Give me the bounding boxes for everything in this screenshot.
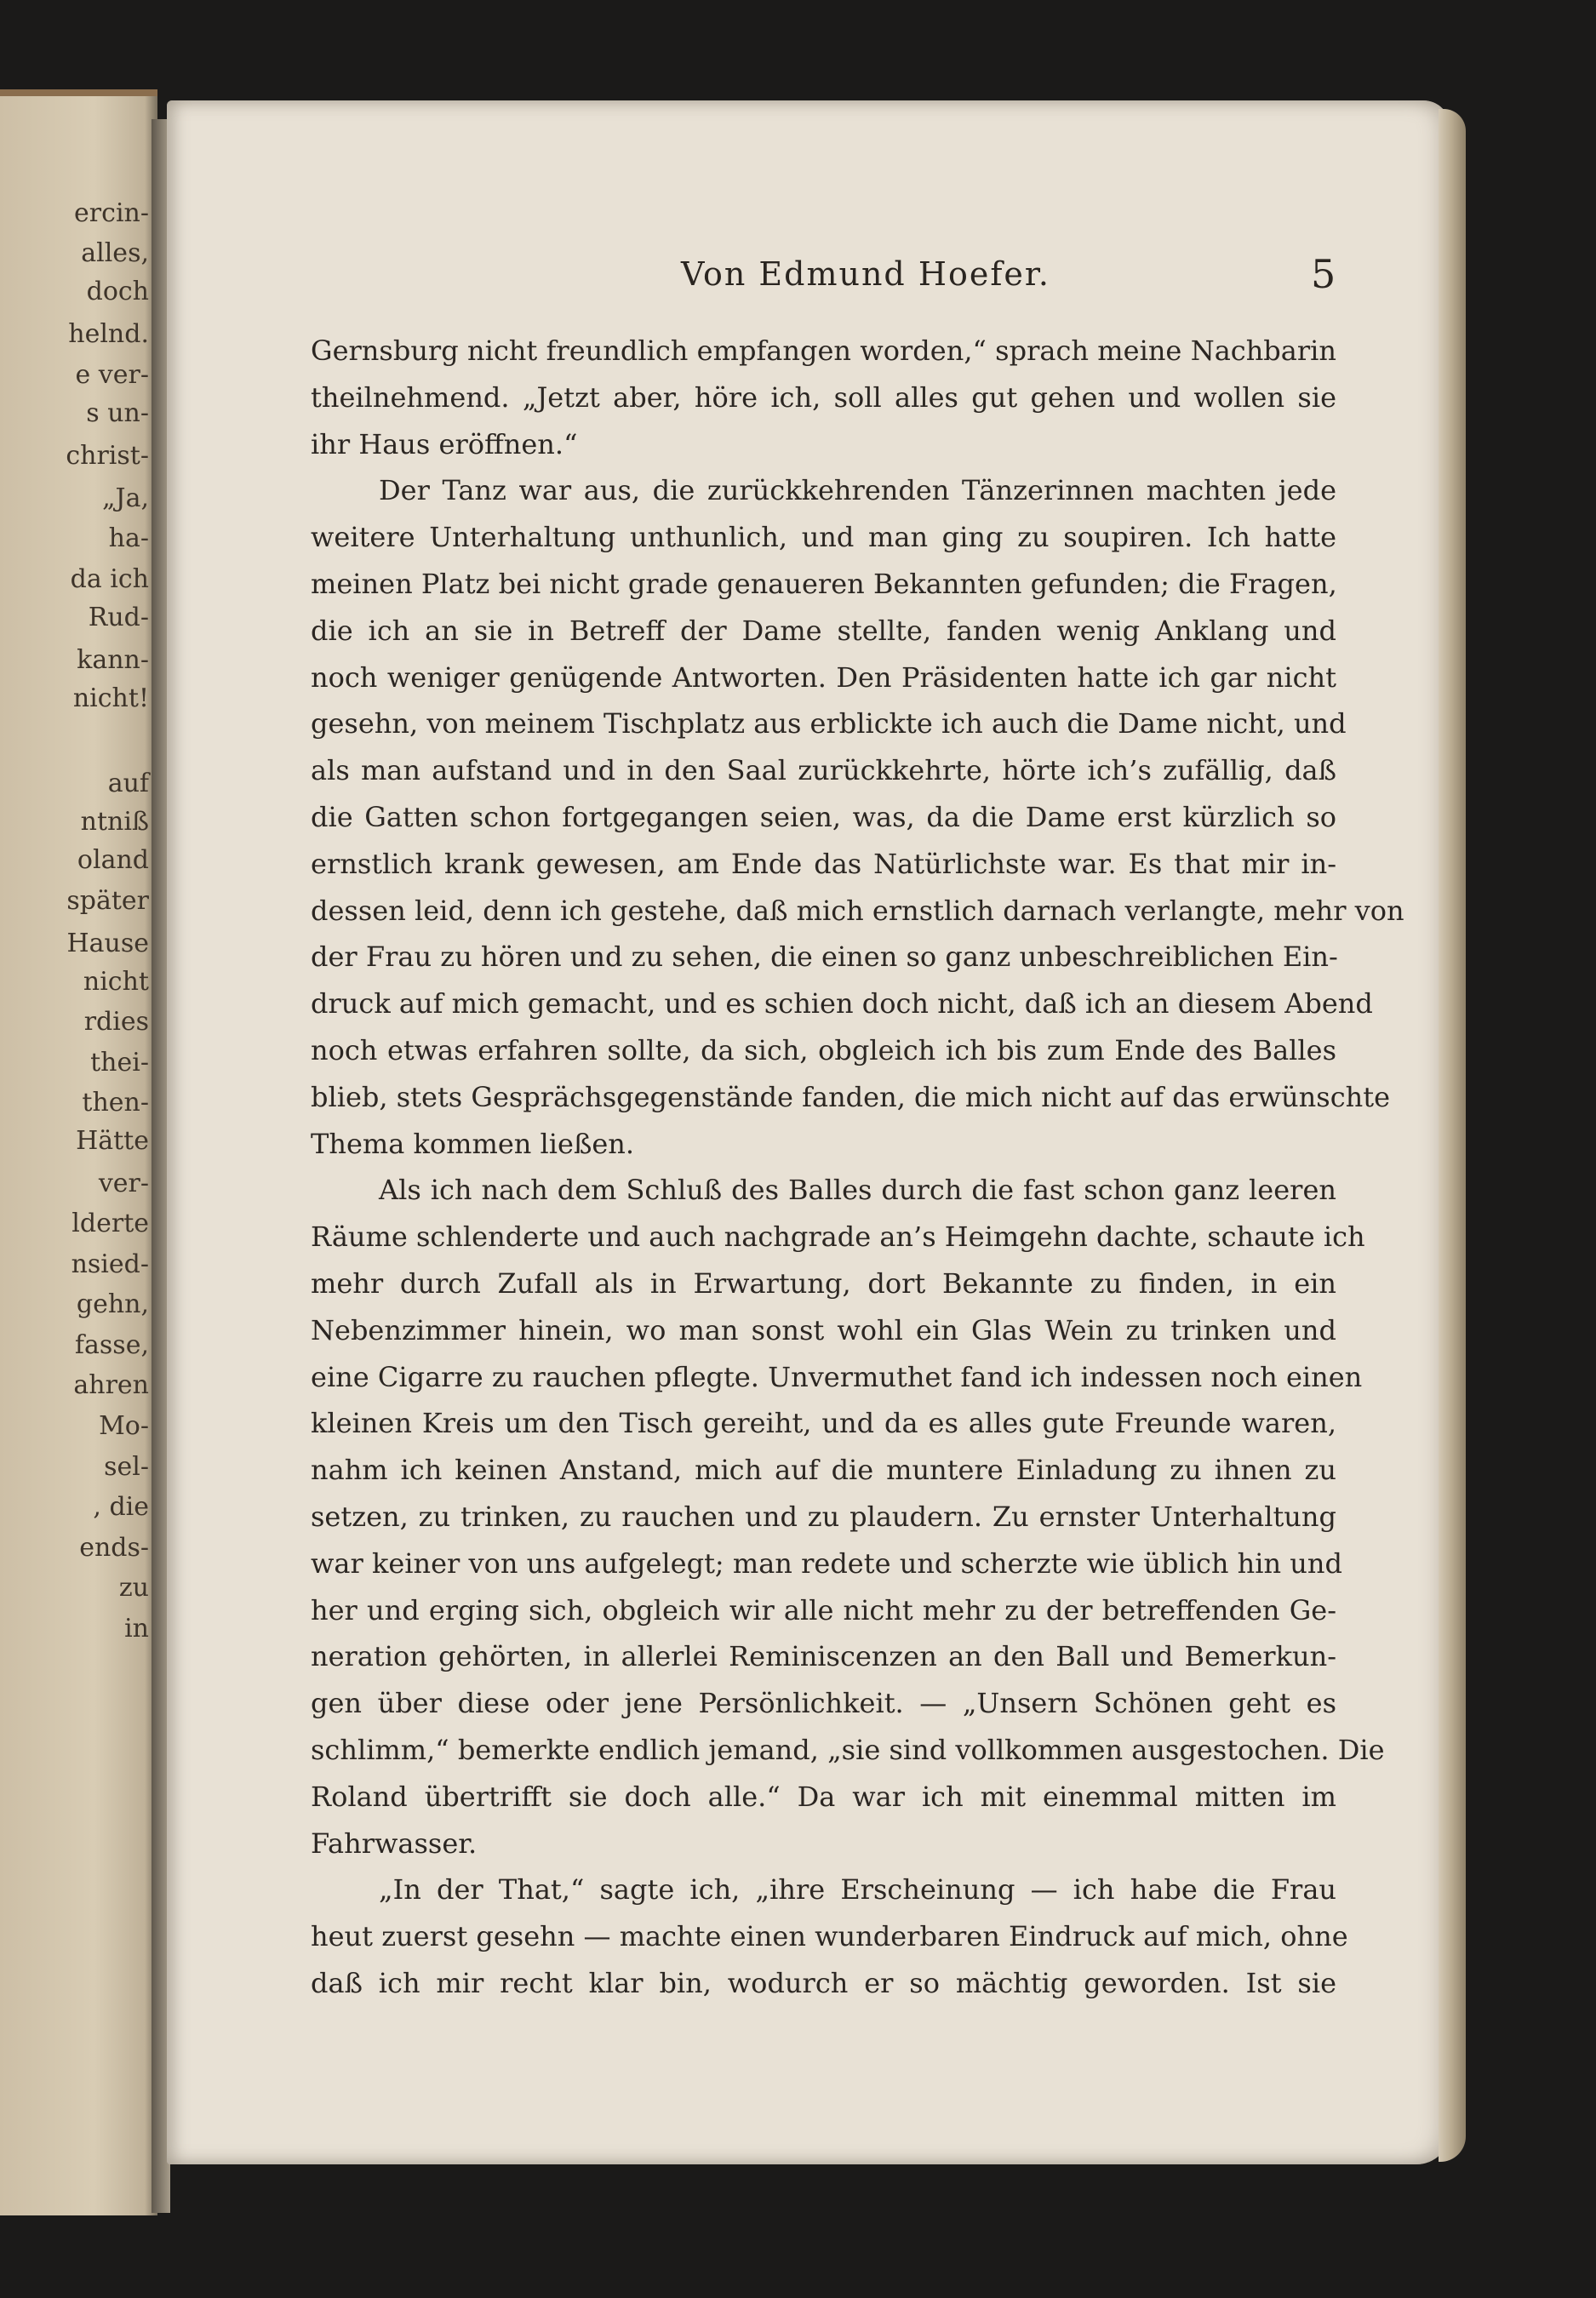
left-page-fragment: oland xyxy=(77,845,149,875)
text-line: „In der That,“ sagte ich, „ihre Erscheinung — ich habe die Frau xyxy=(379,1873,1336,1906)
running-head: Von Edmund Hoefer. xyxy=(681,255,1050,293)
text-line: schlimm,“ bemerkte endlich jemand, „sie sind vollkommen ausgestochen. Die xyxy=(311,1733,1385,1766)
left-page-fragment: in xyxy=(124,1614,149,1643)
text-line: war keiner von uns aufgelegt; man redete und scherzte wie üblich hin und xyxy=(311,1546,1342,1580)
text-line: Gernsburg nicht freundlich empfangen worden,“ sprach meine Nachbarin xyxy=(311,334,1336,367)
left-page-fragment: später xyxy=(66,886,149,916)
text-line: Der Tanz war aus, die zurückkehrenden Tänzerinnen machten jede xyxy=(379,474,1336,507)
text-line: weitere Unterhaltung unthunlich, und man ging zu soupiren. Ich hatte xyxy=(311,521,1336,554)
left-page-fragment: sel- xyxy=(104,1452,149,1482)
text-line: die Gatten schon fortgegangen seien, was, da die Dame erst kürzlich so xyxy=(311,800,1336,833)
text-line: eine Cigarre zu rauchen pflegte. Unvermuthet fand ich indessen noch einen xyxy=(311,1360,1363,1393)
left-page-fragment: e ver- xyxy=(75,360,149,390)
text-line: theilnehmend. „Jetzt aber, höre ich, soll alles gut gehen und wollen sie xyxy=(311,380,1336,414)
text-line: her und erging sich, obgleich wir alle nicht mehr zu der betreffenden Ge- xyxy=(311,1593,1336,1626)
text-line: meinen Platz bei nicht grade genaueren Bekannten gefunden; die Fragen, xyxy=(311,567,1337,600)
left-page-fragment: thei- xyxy=(90,1048,149,1078)
left-page-fragment: Hätte xyxy=(76,1126,149,1156)
left-page-fragment: ha- xyxy=(108,523,149,553)
text-line: ernstlich krank gewesen, am Ende das Natürlichste war. Es that mir in- xyxy=(311,847,1336,880)
left-page-fragment: ntniß xyxy=(80,807,149,837)
left-page-fragment: Hause xyxy=(66,929,149,958)
text-line: Thema kommen ließen. xyxy=(311,1127,635,1160)
left-page-fragment: , die xyxy=(93,1492,149,1522)
left-page-fragment: nsied- xyxy=(71,1249,149,1279)
left-page-fragment: auf xyxy=(107,769,149,798)
left-page-fragment: ver- xyxy=(98,1169,149,1198)
text-line: noch etwas erfahren sollte, da sich, obgleich ich bis zum Ende des Balles xyxy=(311,1033,1336,1066)
left-page-fragment: ercin- xyxy=(74,198,149,228)
text-line: Räume schlenderte und auch nachgrade an’s Heimgehn dachte, schaute ich xyxy=(311,1220,1365,1254)
text-line: heut zuerst gesehn — machte einen wunderbaren Eindruck auf mich, ohne xyxy=(311,1920,1348,1953)
text-line: der Frau zu hören und zu sehen, die einen so ganz unbeschreiblichen Ein- xyxy=(311,940,1338,974)
left-page-fragment: Mo- xyxy=(99,1411,149,1441)
left-page-fragment: da ich xyxy=(70,564,149,594)
text-line: nahm ich keinen Anstand, mich auf die muntere Einladung zu ihnen zu xyxy=(311,1454,1336,1487)
text-line: dessen leid, denn ich gestehe, daß mich ernstlich darnach verlangte, mehr von xyxy=(311,894,1404,927)
text-line: setzen, zu trinken, zu rauchen und zu plaudern. Zu ernster Unterhaltung xyxy=(311,1500,1336,1533)
left-page-fragment: alles, xyxy=(81,238,149,268)
left-page-fragment: „Ja, xyxy=(102,483,149,513)
page-edge xyxy=(1439,109,1466,2162)
text-line: Als ich nach dem Schluß des Balles durch die fast schon ganz leeren xyxy=(379,1174,1336,1207)
text-line: noch weniger genügende Antworten. Den Präsidenten hatte ich gar nicht xyxy=(311,660,1336,694)
text-line: neration gehörten, in allerlei Reminiscenzen an den Ball und Bemerkun- xyxy=(311,1640,1336,1673)
body-text xyxy=(311,328,1404,2007)
text-line: Fahrwasser. xyxy=(311,1826,478,1860)
left-page-fragment: ends- xyxy=(79,1533,149,1563)
left-page-fragment: doch xyxy=(86,277,149,306)
left-page-fragment: zu xyxy=(118,1573,149,1603)
text-line: mehr durch Zufall als in Erwartung, dort Bekannte zu finden, in ein xyxy=(311,1266,1336,1300)
left-page-fragment: rdies xyxy=(83,1007,149,1037)
text-line: als man aufstand und in den Saal zurückkehrte, hörte ich’s zufällig, daß xyxy=(311,754,1336,787)
left-page-fragment: ahren xyxy=(73,1370,149,1400)
text-line: blieb, stets Gesprächsgegenstände fanden, die mich nicht auf das erwünschte xyxy=(311,1080,1391,1113)
page-number: 5 xyxy=(1311,251,1336,297)
left-page-fragment: nicht! xyxy=(72,683,149,713)
left-page-fragment: s un- xyxy=(86,398,149,428)
text-line: kleinen Kreis um den Tisch gereiht, und da es alles gute Freunde waren, xyxy=(311,1407,1336,1440)
left-page-fragment: gehn, xyxy=(76,1289,149,1319)
left-page-fragment: lderte xyxy=(72,1209,149,1238)
text-line: ihr Haus eröffnen.“ xyxy=(311,427,578,460)
text-line: Roland übertrifft sie doch alle.“ Da war ich mit einemmal mitten im xyxy=(311,1780,1336,1813)
text-line: die ich an sie in Betreff der Dame stellte, fanden wenig Anklang und xyxy=(311,614,1336,647)
left-page-fragment: then- xyxy=(82,1088,149,1118)
text-line: gesehn, von meinem Tischplatz aus erblickte ich auch die Dame nicht, und xyxy=(311,707,1347,740)
text-line: druck auf mich gemacht, und es schien doch nicht, daß ich an diesem Abend xyxy=(311,987,1373,1020)
text-line: gen über diese oder jene Persönlichkeit. — „Unsern Schönen geht es xyxy=(311,1687,1336,1720)
left-page-fragment: helnd. xyxy=(68,319,149,349)
left-page-fragment: kann- xyxy=(77,645,149,675)
left-page-fragment: Rud- xyxy=(88,603,149,632)
left-page-fragment: fasse, xyxy=(74,1330,149,1360)
text-line: Nebenzimmer hinein, wo man sonst wohl ein Glas Wein zu trinken und xyxy=(311,1313,1336,1346)
left-page-edge xyxy=(0,89,157,2215)
left-page-fragment: nicht xyxy=(83,967,149,997)
left-page-fragment: christ- xyxy=(66,441,149,471)
text-line: daß ich mir recht klar bin, wodurch er so mächtig geworden. Ist sie xyxy=(311,1966,1336,1999)
